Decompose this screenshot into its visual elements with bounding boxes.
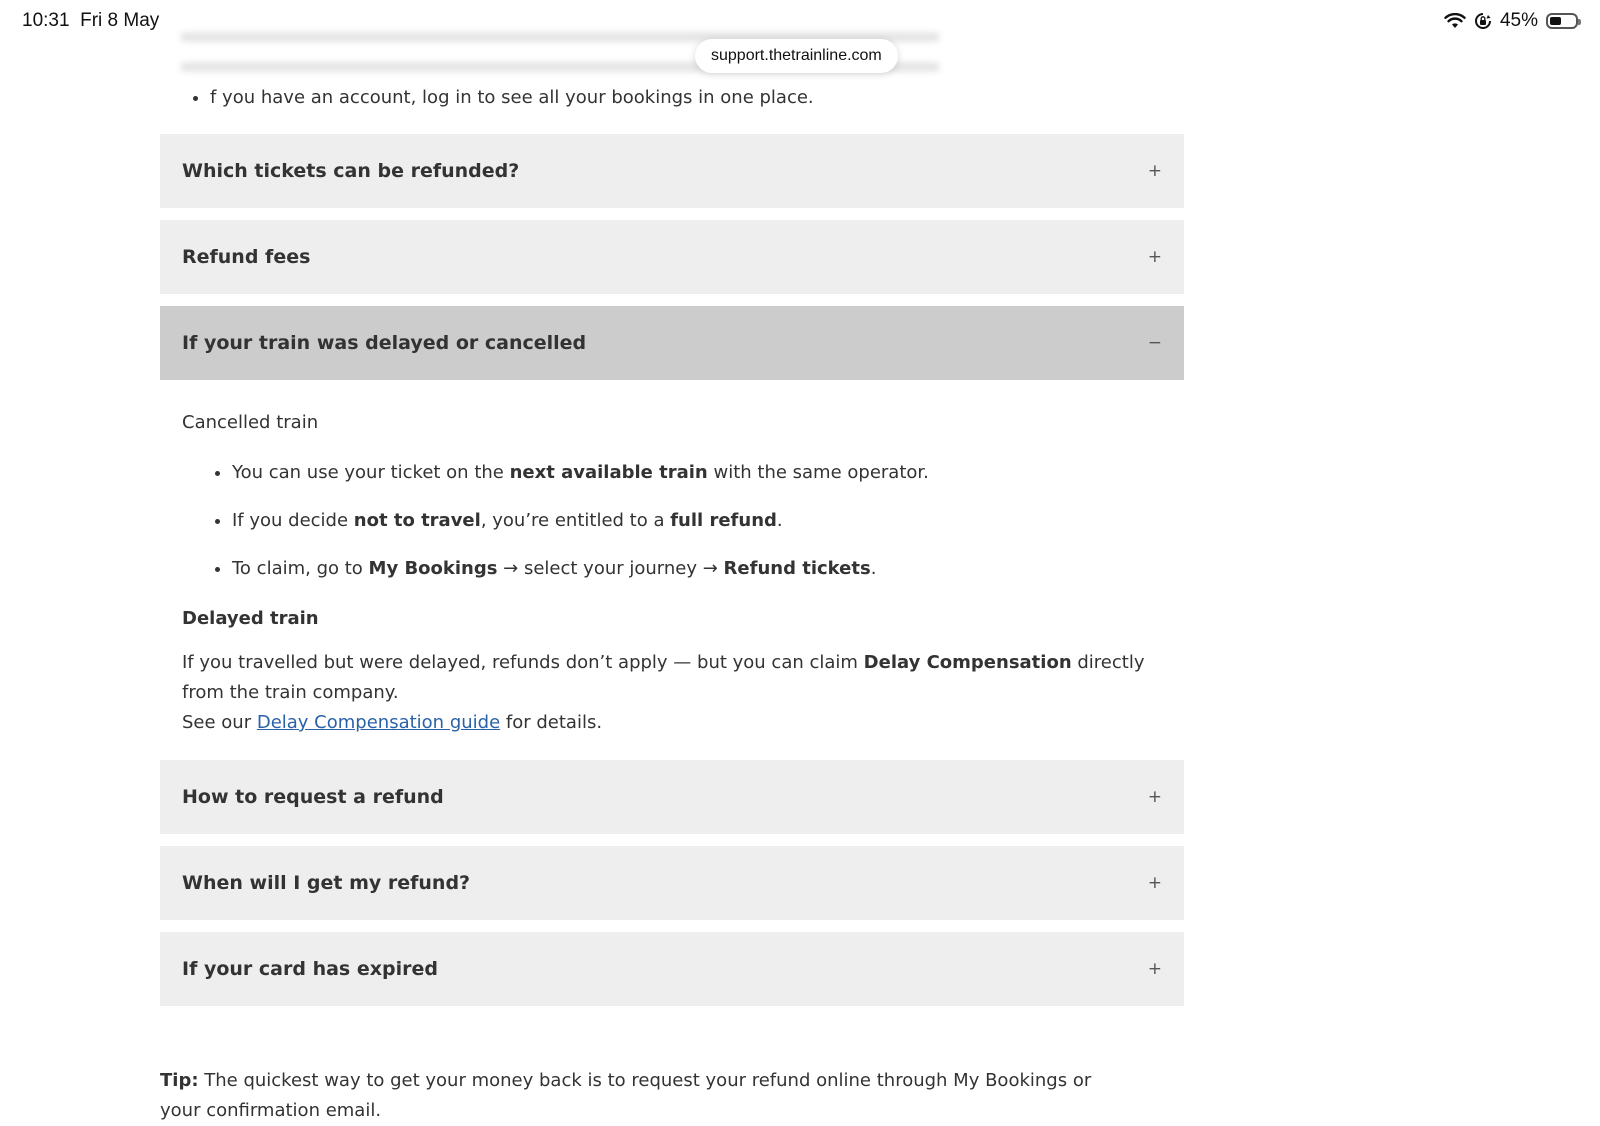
tip-label: Tip: bbox=[160, 1070, 199, 1091]
battery-percent: 45% bbox=[1499, 10, 1538, 31]
cancelled-train-heading: Cancelled train bbox=[182, 412, 319, 433]
url-text: support.thetrainline.com bbox=[711, 47, 882, 64]
bold-text: My Bookings bbox=[368, 558, 498, 579]
text: . bbox=[776, 510, 783, 531]
bold-text: full refund bbox=[670, 510, 777, 531]
accordion-title: If your train was delayed or cancelled bbox=[182, 332, 587, 354]
text: To claim, go to bbox=[232, 558, 369, 579]
text: If you travelled but were delayed, refunds don’t apply — but you can claim bbox=[182, 652, 864, 673]
accordion-title: How to request a refund bbox=[182, 786, 444, 808]
accordion-title: If your card has expired bbox=[182, 958, 438, 980]
bold-text: Refund tickets bbox=[723, 558, 871, 579]
accordion-when-refund[interactable] bbox=[160, 846, 1184, 920]
accordion-how-to-request[interactable] bbox=[160, 760, 1184, 834]
orientation-lock-icon bbox=[1474, 12, 1492, 30]
plus-icon: + bbox=[1147, 873, 1162, 893]
text: The quickest way to get your money back is to request your refund online through My Bookings or your confirmation email. bbox=[160, 1070, 1092, 1121]
battery-fill bbox=[1550, 17, 1561, 25]
accordion-refund-fees[interactable] bbox=[160, 220, 1184, 294]
accordion-delayed-cancelled[interactable] bbox=[160, 306, 1184, 380]
plus-icon: + bbox=[1147, 247, 1162, 267]
text: . bbox=[870, 558, 877, 579]
bold-text: not to travel bbox=[353, 510, 481, 531]
main-content bbox=[160, 80, 1184, 1018]
date: Fri 8 May bbox=[80, 10, 160, 31]
minus-icon: − bbox=[1147, 333, 1162, 353]
battery-icon bbox=[1546, 13, 1578, 29]
tip-text bbox=[160, 1066, 1120, 1126]
text: directly from the train company. bbox=[182, 652, 1145, 703]
delayed-train-text bbox=[182, 648, 1162, 738]
text: See our bbox=[182, 712, 257, 733]
wifi-icon bbox=[1444, 13, 1466, 29]
bold-text: Delay Compensation bbox=[863, 652, 1072, 673]
accordion-title: Which tickets can be refunded? bbox=[182, 160, 520, 182]
list-item bbox=[232, 458, 1162, 488]
list-item: • f you have an account, log in to see all your bookings in one place. bbox=[210, 80, 1184, 116]
bold-text: next available train bbox=[509, 462, 708, 483]
cancelled-train-list bbox=[182, 458, 1162, 584]
text: If you decide bbox=[232, 510, 354, 531]
text: You can use your ticket on the bbox=[232, 462, 510, 483]
list-item bbox=[232, 506, 1162, 536]
accordion-which-tickets[interactable] bbox=[160, 134, 1184, 208]
text: for details. bbox=[500, 712, 603, 733]
accordion-title: When will I get my refund? bbox=[182, 872, 471, 894]
plus-icon: + bbox=[1147, 787, 1162, 807]
delayed-train-heading: Delayed train bbox=[182, 608, 319, 629]
list-item bbox=[232, 554, 1162, 584]
status-bar bbox=[0, 0, 1600, 44]
accordion-title: Refund fees bbox=[182, 246, 311, 268]
top-list bbox=[160, 80, 1184, 116]
delay-compensation-guide-link[interactable]: Delay Compensation guide bbox=[256, 712, 501, 733]
status-indicators bbox=[1444, 10, 1578, 32]
accordion-card-expired[interactable] bbox=[160, 932, 1184, 1006]
url-bar[interactable] bbox=[695, 39, 898, 73]
accordion-panel bbox=[160, 380, 1184, 748]
text: , you’re entitled to a bbox=[480, 510, 671, 531]
text: → select your journey → bbox=[497, 558, 724, 579]
plus-icon: + bbox=[1147, 959, 1162, 979]
plus-icon: + bbox=[1147, 161, 1162, 181]
time: 10:31 bbox=[22, 10, 70, 31]
status-time bbox=[22, 10, 159, 32]
text: with the same operator. bbox=[707, 462, 929, 483]
